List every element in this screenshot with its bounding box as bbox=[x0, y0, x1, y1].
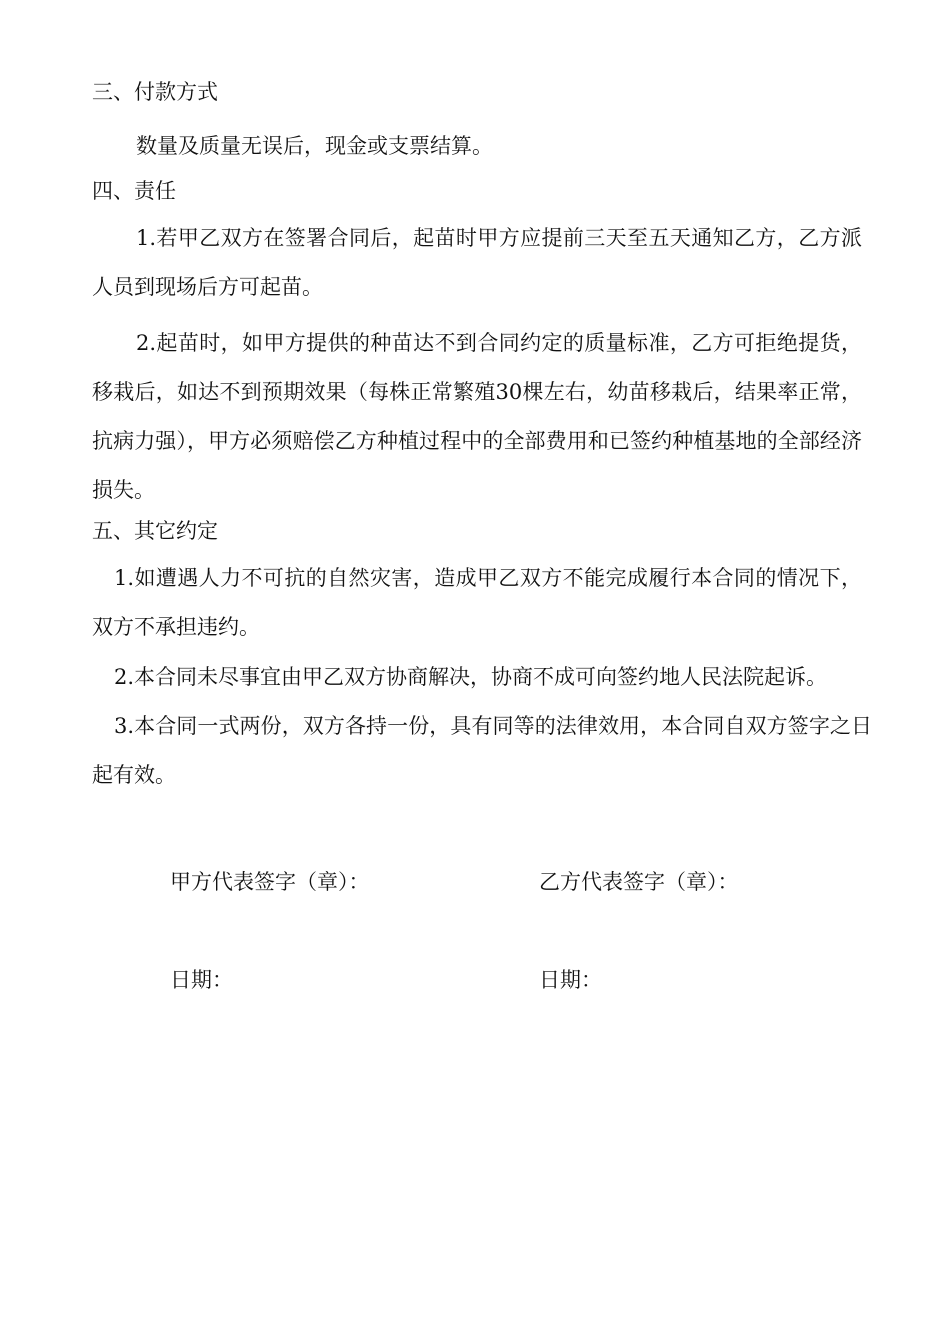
party-b-signature-label: 乙方代表签字（章）： bbox=[539, 870, 739, 894]
other-item-3 bbox=[92, 702, 872, 800]
other-item-3-text: 3.本合同一式两份，双方各持一份，具有同等的法律效用，本合同自双方签字之日起有效。 bbox=[92, 714, 872, 787]
party-a-date-label: 日期： bbox=[170, 968, 233, 992]
payment-paragraph: 数量及质量无误后，现金或支票结算。 bbox=[136, 134, 493, 158]
other-item-1 bbox=[92, 554, 862, 652]
section-heading-responsibility: 四、责任 bbox=[92, 179, 176, 203]
party-b-date-label: 日期： bbox=[539, 968, 602, 992]
responsibility-item-2-text: 2.起苗时，如甲方提供的种苗达不到合同约定的质量标准，乙方可拒绝提货，移栽后，如达不到预期效果（每株正常繁殖30棵左右，幼苗移栽后，结果率正常，抗病力强），甲方必须赔偿乙方种植过程中的全部费用和已签约种植基地的全部经济损失。 bbox=[92, 331, 862, 502]
payment-text bbox=[92, 122, 862, 171]
section-heading-payment: 三、付款方式 bbox=[92, 80, 218, 104]
responsibility-item-2 bbox=[92, 319, 862, 515]
responsibility-item-1 bbox=[92, 214, 862, 312]
responsibility-item-1-text: 1.若甲乙双方在签署合同后，起苗时甲方应提前三天至五天通知乙方，乙方派人员到现场后方可起苗。 bbox=[92, 226, 862, 299]
other-item-2 bbox=[92, 653, 862, 702]
section-heading-other: 五、其它约定 bbox=[92, 519, 218, 543]
party-a-signature-label: 甲方代表签字（章）： bbox=[170, 870, 370, 894]
other-item-1-text: 1.如遭遇人力不可抗的自然灾害，造成甲乙双方不能完成履行本合同的情况下，双方不承担违约。 bbox=[92, 566, 862, 639]
other-item-2-text: 2.本合同未尽事宜由甲乙双方协商解决，协商不成可向签约地人民法院起诉。 bbox=[114, 665, 828, 689]
